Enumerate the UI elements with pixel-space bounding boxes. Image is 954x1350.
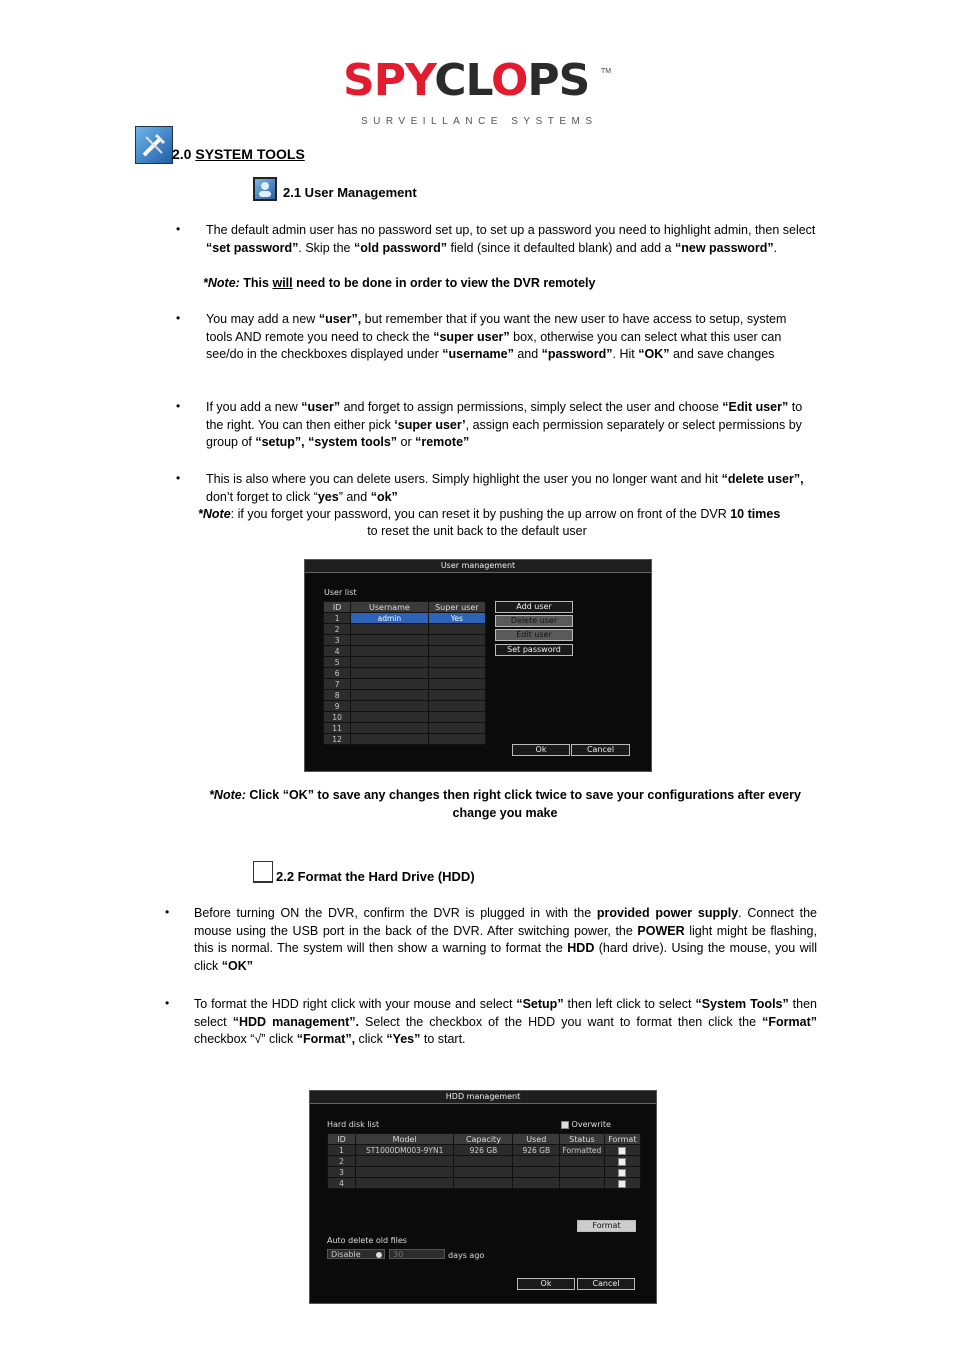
- bullet-icon: •: [165, 905, 170, 919]
- table-row[interactable]: [324, 657, 486, 668]
- row-capacity: 926 GB: [454, 1145, 513, 1156]
- add-user-button[interactable]: Add user: [495, 601, 573, 613]
- logo-subtitle: SURVEILLANCE SYSTEMS: [361, 116, 598, 127]
- col-header: Capacity: [454, 1134, 513, 1145]
- row-username: [351, 701, 428, 712]
- days-ago-label: days ago: [448, 1251, 485, 1260]
- table-row[interactable]: [324, 624, 486, 635]
- user-table: [323, 601, 486, 745]
- row-username: [351, 668, 428, 679]
- checkbox-icon[interactable]: [618, 1180, 626, 1188]
- table-row[interactable]: [324, 701, 486, 712]
- row-username: [351, 712, 428, 723]
- row-status: [560, 1167, 605, 1178]
- row-format-checkbox[interactable]: [604, 1156, 640, 1167]
- logo-wordmark: SPYCLOPS: [343, 55, 590, 106]
- col-header: ID: [324, 602, 351, 613]
- row-super-user: [428, 635, 485, 646]
- row-super-user: [428, 701, 485, 712]
- bullet-text-4: This is also where you can delete users. Simply highlight the user you no longer want and hit “delete user”, don’t forget to click “yes” and “ok”: [206, 472, 804, 504]
- row-super-user: [428, 646, 485, 657]
- col-header: Status: [560, 1134, 605, 1145]
- table-row[interactable]: [328, 1178, 641, 1189]
- row-used: [513, 1167, 560, 1178]
- row-id: 8: [324, 690, 351, 701]
- row-model: ST1000DM003-9YN1: [355, 1145, 453, 1156]
- row-id: 2: [328, 1156, 356, 1167]
- row-used: [513, 1178, 560, 1189]
- row-id: 2: [324, 624, 351, 635]
- hdd-table: [327, 1133, 641, 1189]
- ok-button[interactable]: Ok: [517, 1278, 575, 1290]
- bullet-icon: •: [176, 222, 181, 236]
- row-id: 7: [324, 679, 351, 690]
- row-username: admin: [351, 613, 428, 624]
- row-super-user: [428, 723, 485, 734]
- row-status: Formatted: [560, 1145, 605, 1156]
- checkbox-icon[interactable]: [618, 1147, 626, 1155]
- delete-user-button[interactable]: Delete user: [495, 615, 573, 627]
- row-model: [355, 1167, 453, 1178]
- row-id: 5: [324, 657, 351, 668]
- row-used: 926 GB: [513, 1145, 560, 1156]
- row-super-user: [428, 712, 485, 723]
- row-username: [351, 624, 428, 635]
- spyclops-logo: [343, 56, 613, 134]
- row-status: [560, 1178, 605, 1189]
- bullet-text-6: To format the HDD right click with your mouse and select “Setup” then left click to select “System Tools” then select “HDD management”. Select the checkbox of the HDD you want to format then click the “Format” checkbox “√” click “Format”, click “Yes” to start.: [194, 997, 817, 1046]
- table-row[interactable]: [324, 712, 486, 723]
- system-tools-icon: [135, 126, 173, 164]
- table-row[interactable]: [324, 734, 486, 745]
- subsection-format-hdd: 2.2 Format the Hard Drive (HDD): [276, 869, 475, 884]
- row-format-checkbox[interactable]: [604, 1167, 640, 1178]
- row-capacity: [454, 1178, 513, 1189]
- row-id: 4: [324, 646, 351, 657]
- note-reset-password: *Note: if you forget your password, you can reset it by pushing the up arrow on front of the DVR 10 times: [198, 507, 781, 521]
- section-title: 2.0 SYSTEM TOOLS: [172, 146, 305, 162]
- row-id: 12: [324, 734, 351, 745]
- cancel-button[interactable]: Cancel: [577, 1278, 635, 1290]
- user-list-label: User list: [324, 588, 357, 597]
- table-row[interactable]: [324, 613, 486, 624]
- format-button[interactable]: Format: [577, 1220, 636, 1232]
- row-username: [351, 657, 428, 668]
- col-header: Format: [604, 1134, 640, 1145]
- row-id: 3: [328, 1167, 356, 1178]
- table-row[interactable]: [328, 1156, 641, 1167]
- note-remote: *Note: This will need to be done in order to view the DVR remotely: [203, 276, 596, 290]
- dialog-title: User management: [305, 560, 651, 573]
- bullet-icon: •: [176, 471, 181, 485]
- col-header: Super user: [428, 602, 485, 613]
- checkbox-icon[interactable]: [618, 1158, 626, 1166]
- note-save-config: *Note: Click “OK” to save any changes then right click twice to save your configurations after every change you make: [209, 788, 801, 820]
- row-super-user: [428, 690, 485, 701]
- bullet-text-1: The default admin user has no password set up, to set up a password you need to highlight admin, then select “set password”. Skip the “old password” field (since it defaulted blank) and add a “new password”.: [206, 223, 816, 255]
- row-capacity: [454, 1156, 513, 1167]
- note-reset-password-line2: to reset the unit back to the default user: [367, 524, 587, 538]
- table-row[interactable]: [324, 635, 486, 646]
- row-id: 10: [324, 712, 351, 723]
- table-row[interactable]: [324, 668, 486, 679]
- col-header: Username: [351, 602, 428, 613]
- row-id: 6: [324, 668, 351, 679]
- row-id: 1: [328, 1145, 356, 1156]
- row-id: 3: [324, 635, 351, 646]
- row-super-user: [428, 657, 485, 668]
- auto-delete-select[interactable]: Disable: [327, 1249, 385, 1259]
- row-super-user: [428, 668, 485, 679]
- row-id: 9: [324, 701, 351, 712]
- bullet-text-3: If you add a new “user” and forget to assign permissions, simply select the user and choose “Edit user” to the right. You can then either pick ‘super user’, assign each permission separately or select permissions by group of “setup”, “system tools” or “remote”: [206, 400, 803, 449]
- bullet-text-2: You may add a new “user”, but remember that if you want the new user to have access to setup, system tools AND remote you need to check the “super user” box, otherwise you can select what this user can see/do in the checkboxes displayed under “username” and “password”. Hit “OK” and save changes: [206, 312, 787, 361]
- edit-user-button[interactable]: Edit user: [495, 629, 573, 641]
- row-username: [351, 734, 428, 745]
- hard-drive-icon: [253, 861, 273, 883]
- hard-disk-list-label: Hard disk list: [327, 1120, 380, 1129]
- bullet-icon: •: [176, 399, 181, 413]
- cancel-button[interactable]: Cancel: [571, 744, 630, 756]
- overwrite-option[interactable]: Overwrite: [561, 1120, 611, 1129]
- row-super-user: Yes: [428, 613, 485, 624]
- row-super-user: [428, 734, 485, 745]
- logo-trademark: TM: [601, 68, 612, 75]
- row-used: [513, 1156, 560, 1167]
- row-super-user: [428, 624, 485, 635]
- row-capacity: [454, 1167, 513, 1178]
- ok-button[interactable]: Ok: [512, 744, 570, 756]
- row-username: [351, 723, 428, 734]
- row-username: [351, 690, 428, 701]
- checkbox-icon[interactable]: [618, 1169, 626, 1177]
- days-input[interactable]: 30: [389, 1249, 445, 1259]
- row-username: [351, 635, 428, 646]
- row-model: [355, 1178, 453, 1189]
- set-password-button[interactable]: Set password: [495, 644, 573, 656]
- table-row[interactable]: [328, 1167, 641, 1178]
- row-username: [351, 679, 428, 690]
- bullet-text-5: Before turning ON the DVR, confirm the DVR is plugged in with the provided power supply. Connect the mouse using the USB port in the back of the DVR. After switching power, the POWER light might be flashing, this is normal. The system will then show a warning to format the HDD (hard drive). Using the mouse, you will click “OK”: [194, 906, 818, 973]
- row-format-checkbox[interactable]: [604, 1145, 640, 1156]
- bullet-icon: •: [165, 996, 170, 1010]
- row-status: [560, 1156, 605, 1167]
- table-row[interactable]: [324, 723, 486, 734]
- col-header: Used: [513, 1134, 560, 1145]
- table-row[interactable]: [328, 1145, 641, 1156]
- table-row[interactable]: [324, 646, 486, 657]
- checkbox-checked-icon[interactable]: [561, 1121, 569, 1129]
- row-super-user: [428, 679, 485, 690]
- table-row[interactable]: [324, 690, 486, 701]
- bullet-icon: •: [176, 311, 181, 325]
- table-row[interactable]: [324, 679, 486, 690]
- dropdown-icon: [376, 1252, 382, 1258]
- row-id: 1: [324, 613, 351, 624]
- dialog-title: HDD management: [310, 1091, 656, 1104]
- logo-eye-icon: O: [491, 55, 528, 106]
- row-id: 11: [324, 723, 351, 734]
- subsection-user-management: 2.1 User Management: [283, 185, 417, 200]
- col-header: Model: [355, 1134, 453, 1145]
- auto-delete-label: Auto delete old files: [327, 1236, 407, 1245]
- row-id: 4: [328, 1178, 356, 1189]
- hdd-management-screenshot: [309, 1090, 657, 1304]
- row-model: [355, 1156, 453, 1167]
- col-header: ID: [328, 1134, 356, 1145]
- row-username: [351, 646, 428, 657]
- row-format-checkbox[interactable]: [604, 1178, 640, 1189]
- user-management-icon: [253, 177, 277, 201]
- user-management-screenshot: [304, 559, 652, 772]
